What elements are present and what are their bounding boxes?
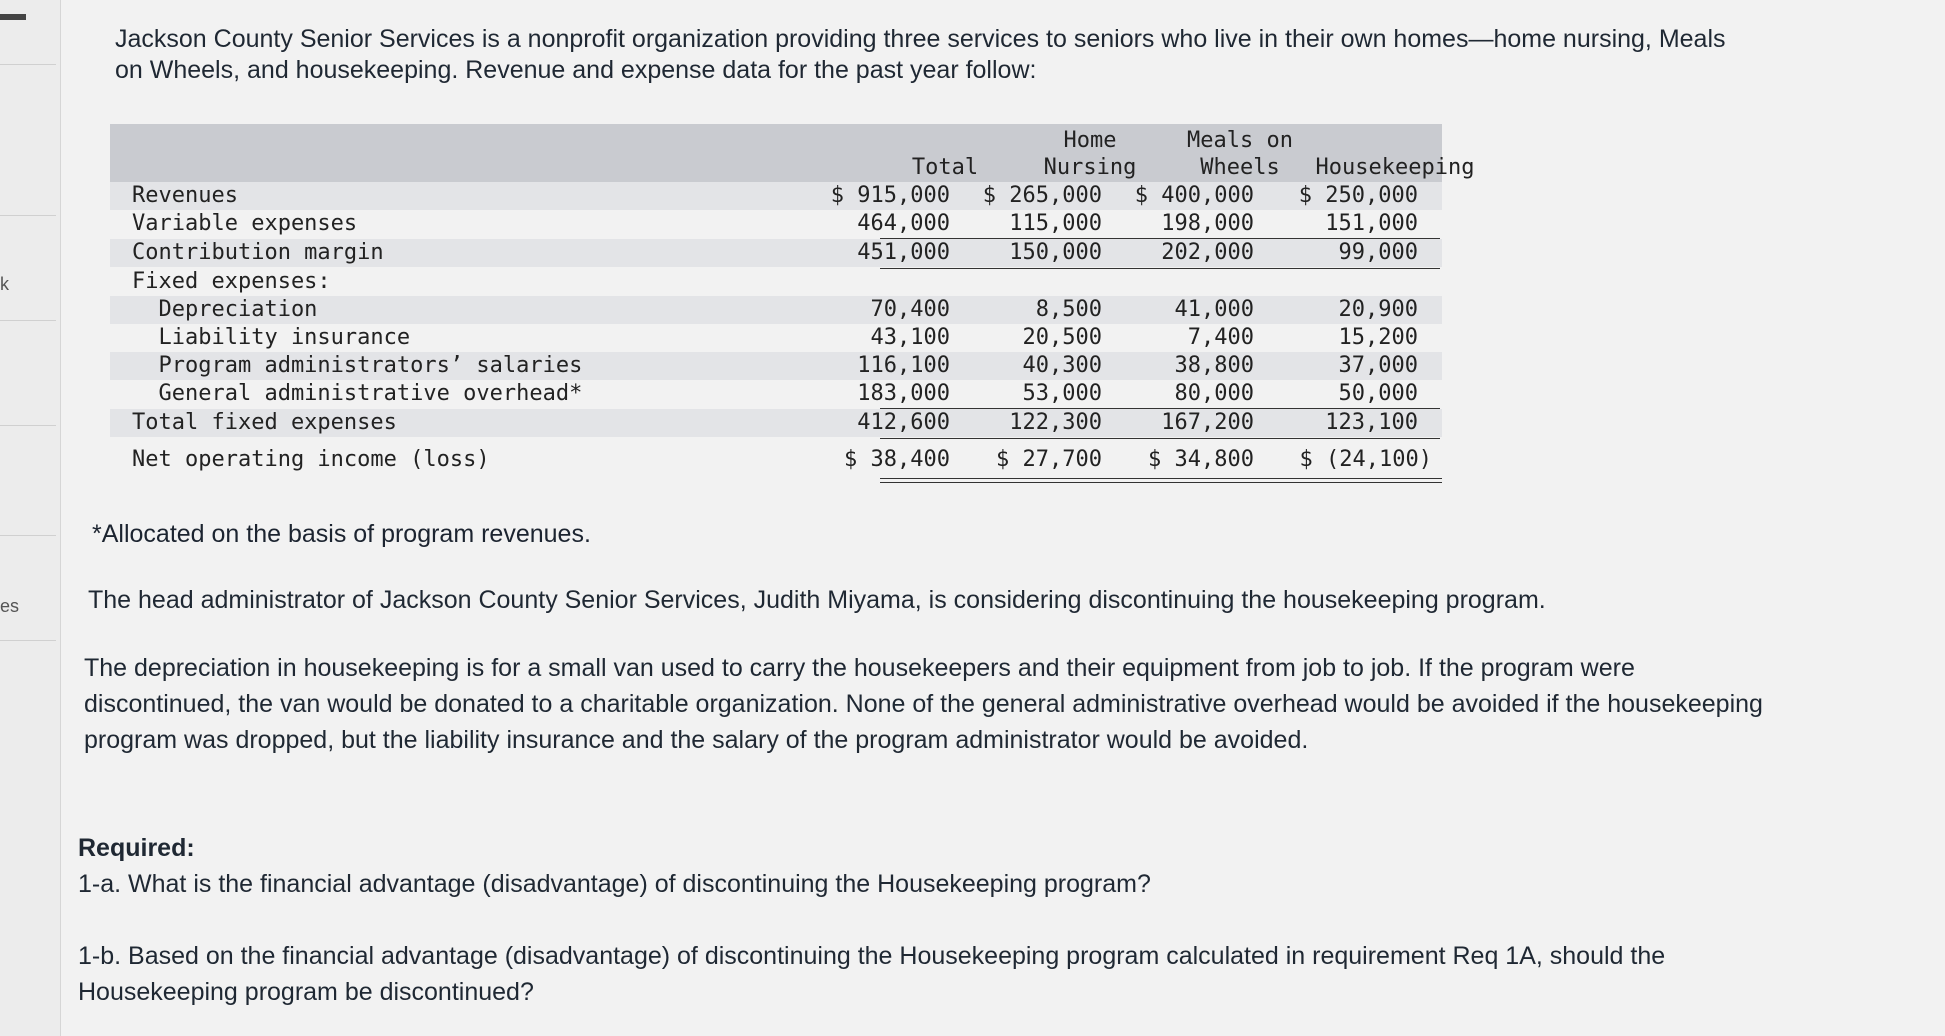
table-row bbox=[110, 296, 1442, 324]
cell-housekeeping: 15,200 bbox=[1338, 325, 1418, 350]
edge-divider bbox=[0, 425, 56, 426]
cell-total: 183,000 bbox=[857, 381, 950, 406]
required-title: Required: bbox=[78, 834, 195, 862]
row-label: General administrative overhead* bbox=[132, 381, 583, 406]
cell-housekeeping: 123,100 bbox=[1325, 410, 1418, 435]
edge-divider bbox=[0, 640, 56, 641]
column-header-home-nursing bbox=[1030, 127, 1150, 181]
cell-meals-on-wheels: 38,800 bbox=[1174, 353, 1254, 378]
cell-meals-on-wheels: $ 34,800 bbox=[1148, 447, 1254, 472]
cell-meals-on-wheels: 7,400 bbox=[1187, 325, 1254, 350]
cell-meals-on-wheels: 41,000 bbox=[1174, 297, 1254, 322]
problem-content bbox=[70, 0, 1910, 1036]
edge-divider bbox=[0, 64, 56, 65]
left-sidebar-edge bbox=[0, 0, 61, 1036]
subtotal-rule bbox=[880, 438, 1440, 439]
cell-total: $ 915,000 bbox=[830, 183, 950, 208]
header-line: Housekeeping bbox=[1315, 155, 1475, 180]
row-label: Depreciation bbox=[132, 297, 318, 322]
edge-label: k bbox=[0, 274, 9, 294]
cell-home-nursing: 122,300 bbox=[1009, 410, 1102, 435]
row-label: Net operating income (loss) bbox=[132, 447, 490, 472]
question-1b: 1-b. Based on the financial advantage (disadvantage) of discontinuing the Housekeeping program calculated in requirement Req 1A, should the Housekeeping program be discontinued? bbox=[78, 942, 1666, 1006]
header-line: Home bbox=[1063, 128, 1117, 153]
row-label: Variable expenses bbox=[132, 211, 358, 236]
cell-total: 70,400 bbox=[870, 297, 950, 322]
table-row bbox=[110, 352, 1442, 380]
cell-home-nursing: 150,000 bbox=[1009, 240, 1102, 265]
double-rule bbox=[880, 482, 1442, 483]
header-line: Nursing bbox=[1043, 155, 1137, 180]
table-row bbox=[110, 380, 1442, 408]
table-row bbox=[110, 268, 1442, 296]
double-rule bbox=[880, 478, 1442, 479]
cell-home-nursing: 20,500 bbox=[1022, 325, 1102, 350]
cell-total: 43,100 bbox=[870, 325, 950, 350]
cell-housekeeping: 37,000 bbox=[1338, 353, 1418, 378]
row-label: Contribution margin bbox=[132, 240, 384, 265]
column-header-meals-on-wheels bbox=[1180, 127, 1300, 181]
cell-housekeeping: 151,000 bbox=[1325, 211, 1418, 236]
paragraph-head-administrator: The head administrator of Jackson County Senior Services, Judith Miyama, is considering discontinuing the housekeeping program. bbox=[88, 586, 1546, 614]
cell-meals-on-wheels: 80,000 bbox=[1174, 381, 1254, 406]
table-row bbox=[110, 409, 1442, 437]
required-section bbox=[78, 830, 1818, 1010]
cell-total: $ 38,400 bbox=[844, 447, 950, 472]
cell-meals-on-wheels: 198,000 bbox=[1161, 211, 1254, 236]
cell-meals-on-wheels: $ 400,000 bbox=[1134, 183, 1254, 208]
cell-meals-on-wheels: 202,000 bbox=[1161, 240, 1254, 265]
column-header-housekeeping bbox=[1310, 154, 1480, 181]
footnote: *Allocated on the basis of program revenues. bbox=[92, 520, 591, 548]
cell-total: 451,000 bbox=[857, 240, 950, 265]
edge-divider bbox=[0, 215, 56, 216]
cell-total: 412,600 bbox=[857, 410, 950, 435]
cell-home-nursing: $ 27,700 bbox=[996, 447, 1102, 472]
header-line: Total bbox=[911, 155, 979, 180]
cell-meals-on-wheels: 167,200 bbox=[1161, 410, 1254, 435]
row-label: Total fixed expenses bbox=[132, 410, 397, 435]
intro-text: Jackson County Senior Services is a nonprofit organization providing three services to seniors who live in their own homes—home nursing, Meals on Wheels, and housekeeping. Revenue and expense data for the past year follow: bbox=[115, 25, 1726, 84]
cell-home-nursing: 40,300 bbox=[1022, 353, 1102, 378]
header-line: Wheels bbox=[1200, 155, 1280, 180]
cell-housekeeping: $ (24,100) bbox=[1299, 447, 1432, 472]
cell-housekeeping: $ 250,000 bbox=[1298, 183, 1418, 208]
cell-home-nursing: 53,000 bbox=[1022, 381, 1102, 406]
row-label: Fixed expenses: bbox=[132, 269, 331, 294]
question-1a: 1-a. What is the financial advantage (disadvantage) of discontinuing the Housekeeping program? bbox=[78, 870, 1151, 898]
cell-housekeeping: 20,900 bbox=[1338, 297, 1418, 322]
table-row bbox=[110, 324, 1442, 352]
edge-divider bbox=[0, 535, 56, 536]
table-row bbox=[110, 239, 1442, 267]
cell-home-nursing: 8,500 bbox=[1035, 297, 1102, 322]
edge-divider bbox=[0, 320, 56, 321]
edge-label: es bbox=[0, 596, 20, 616]
cell-home-nursing: 115,000 bbox=[1009, 211, 1102, 236]
table-row bbox=[110, 210, 1442, 238]
cell-housekeeping: 99,000 bbox=[1338, 240, 1418, 265]
row-label: Program administrators’ salaries bbox=[132, 353, 583, 378]
header-line: Meals on bbox=[1187, 128, 1293, 153]
cell-housekeeping: 50,000 bbox=[1338, 381, 1418, 406]
cell-total: 116,100 bbox=[857, 353, 950, 378]
row-label: Liability insurance bbox=[132, 325, 411, 350]
row-label: Revenues bbox=[132, 183, 238, 208]
edge-bar bbox=[0, 14, 26, 20]
cell-home-nursing: $ 265,000 bbox=[982, 183, 1102, 208]
paragraph-depreciation: The depreciation in housekeeping is for a small van used to carry the housekeepers and their equipment from job to job. If the program were discontinued, the van would be donated to a charitable organization. None of the general administrative overhead would be avoided if the housekeeping program was dropped, but the liability insurance and the salary of the program administrator would be avoided. bbox=[84, 654, 1763, 754]
column-header-total bbox=[890, 154, 1000, 181]
table-row bbox=[110, 446, 1442, 480]
cell-total: 464,000 bbox=[857, 211, 950, 236]
table-row bbox=[110, 182, 1442, 210]
